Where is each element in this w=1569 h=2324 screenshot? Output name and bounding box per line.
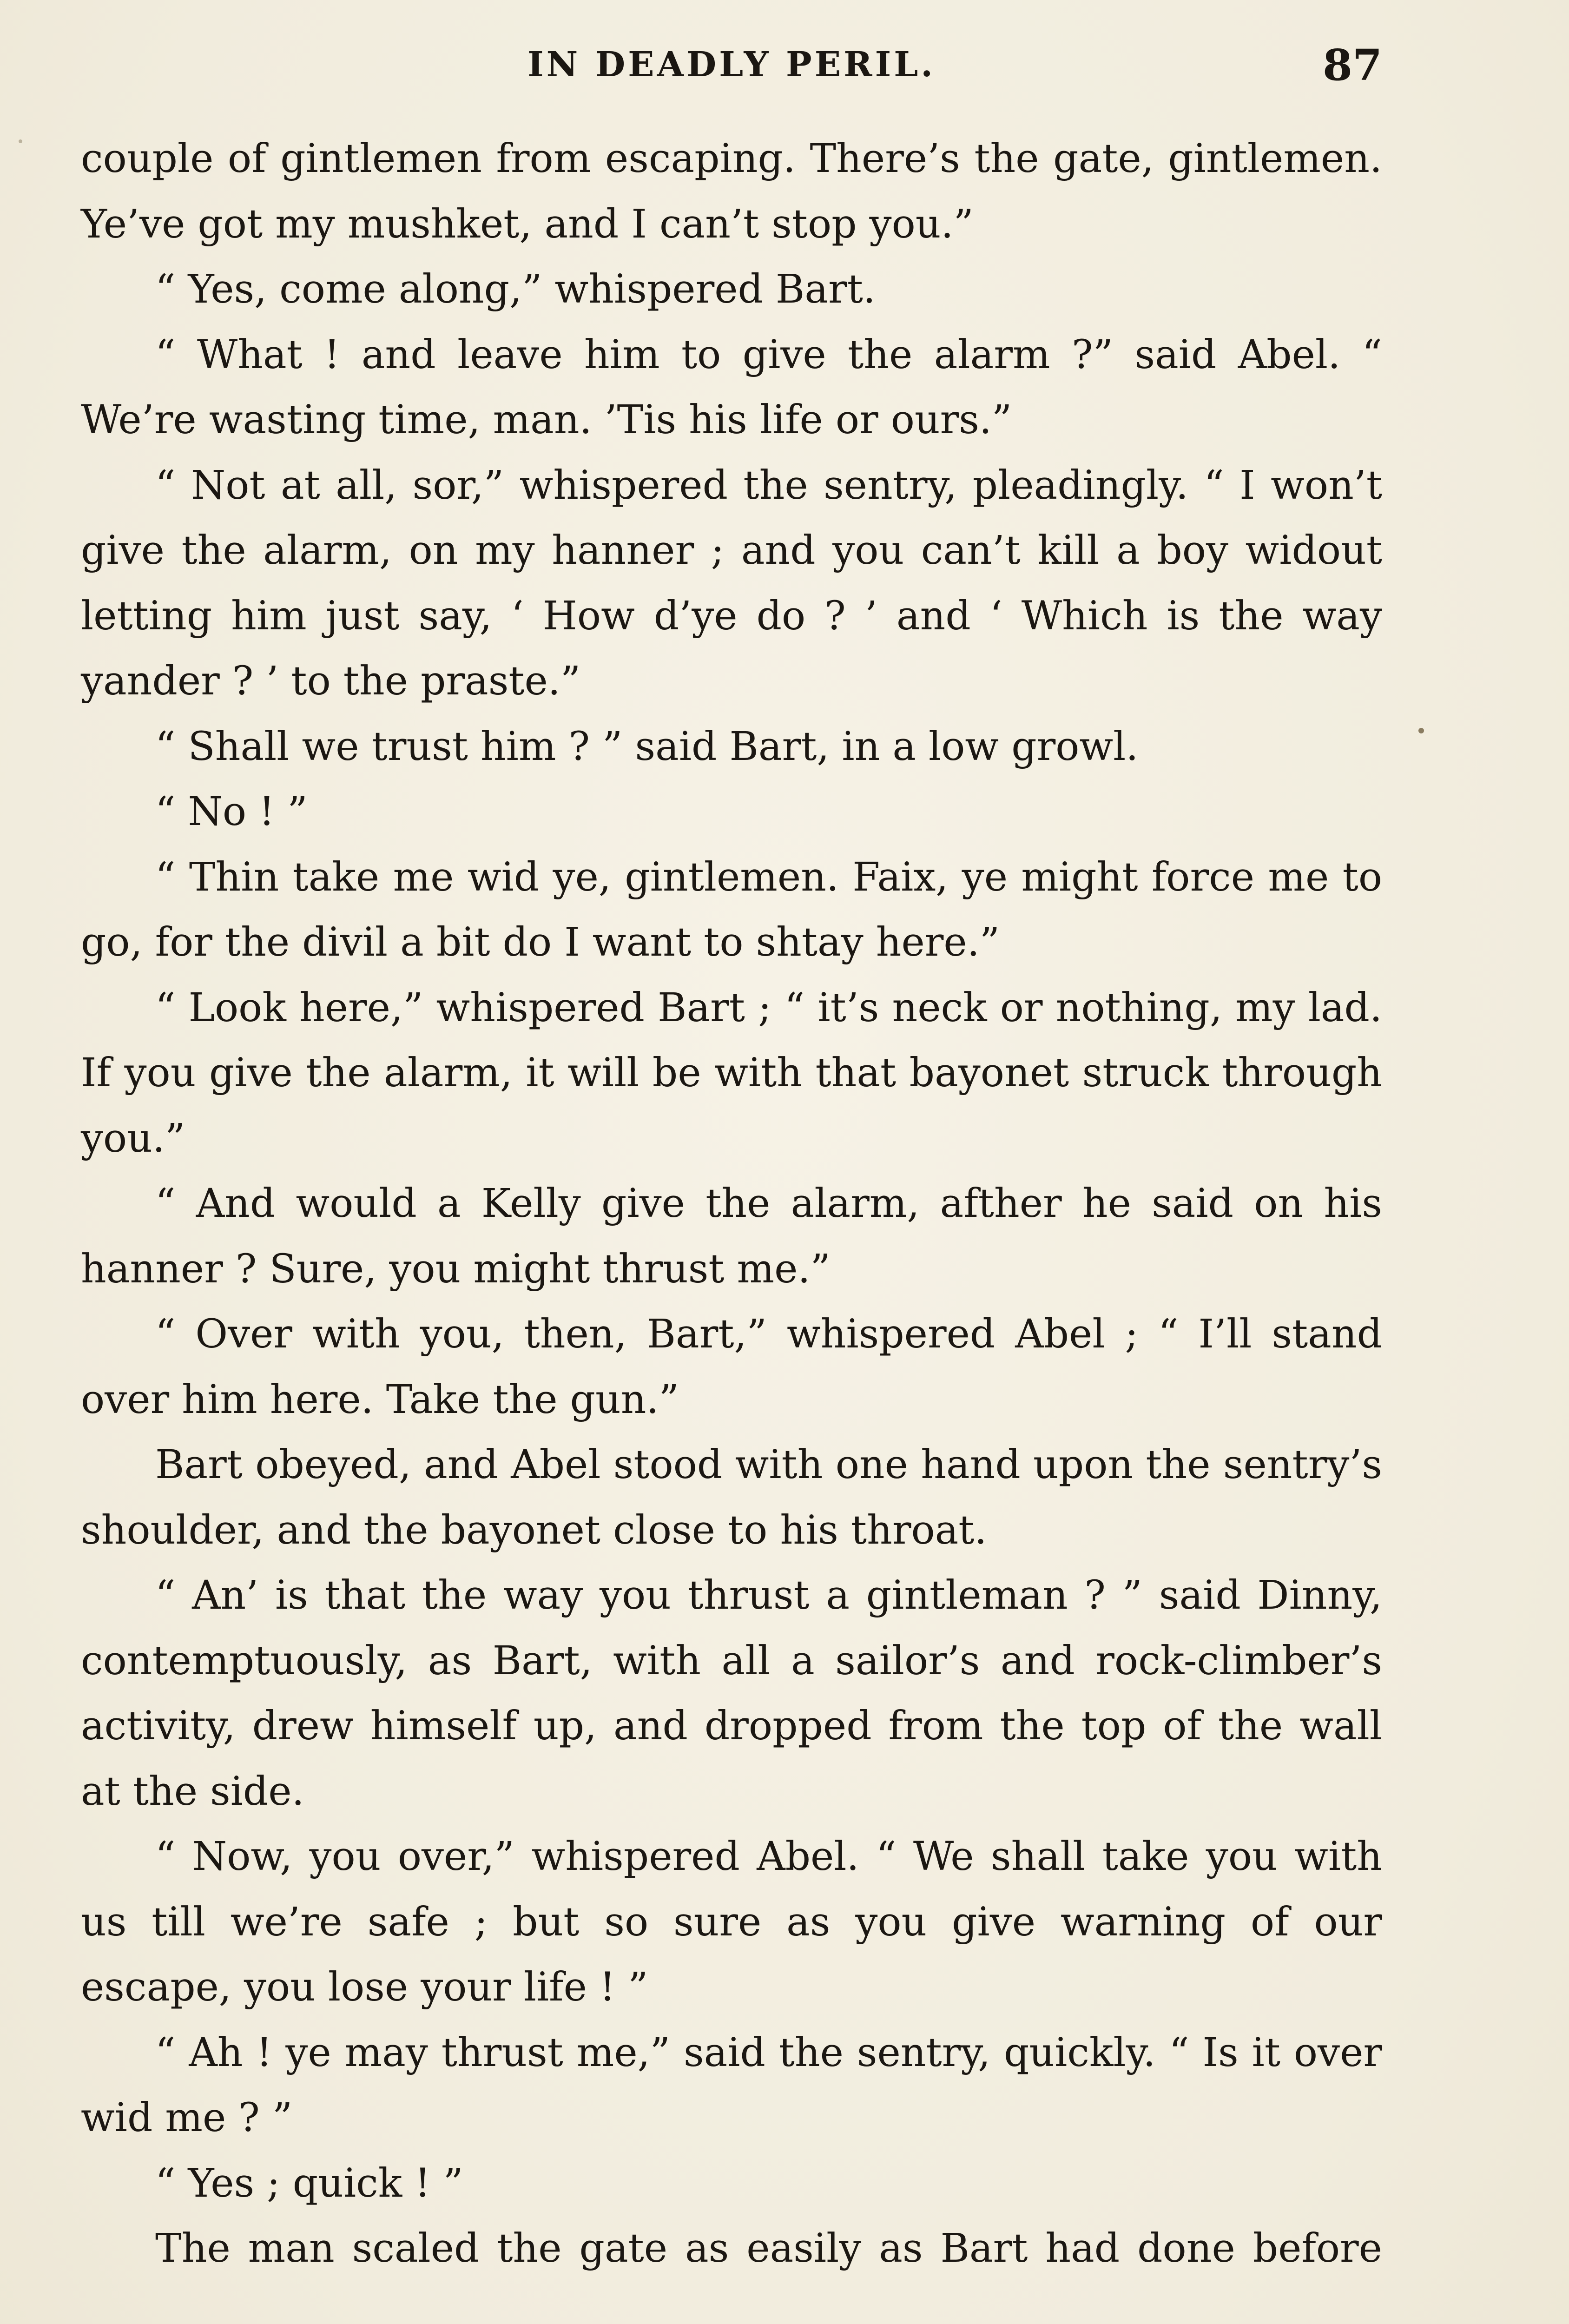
paragraph-continued: couple of gintlemen from escaping. There’s the gate, gintlemen. Ye’ve got my mushket, and I can’t stop you.” [81, 136, 1382, 247]
paragraph: “ What ! and leave him to give the alarm ?” said Abel. “ We’re wasting time, man. ’Tis his life or ours.” [81, 331, 1382, 443]
running-head: IN DEADLY PERIL. [527, 45, 936, 85]
paragraph: “ Shall we trust him ? ” said Bart, in a low growl. [155, 723, 1139, 770]
paragraph: “ Look here,” whispered Bart ; “ it’s neck or nothing, my lad. If you give the alarm, it will be with that bayonet struck through you.” [81, 984, 1382, 1162]
page-header [81, 40, 1382, 91]
paragraph: Bart obeyed, and Abel stood with one hand upon the sentry’s shoulder, and the bayonet close to his throat. [81, 1442, 1382, 1553]
paragraph: “ No ! ” [155, 789, 308, 835]
page-number: 87 [1322, 40, 1382, 90]
paper-speck [19, 139, 22, 143]
paragraph-continues: The man scaled the gate as easily as Bart had done before [155, 2225, 1382, 2271]
paragraph: “ And would a Kelly give the alarm, afther he said on his hanner ? Sure, you might thrust me.” [81, 1181, 1382, 1292]
paragraph: “ Yes, come along,” whispered Bart. [155, 266, 876, 312]
paragraph: “ Thin take me wid ye, gintlemen. Faix, ye might force me to go, for the divil a bit do I want to shtay here.” [81, 854, 1382, 965]
paragraph: “ Now, you over,” whispered Abel. “ We shall take you with us till we’re safe ; but so sure as you give warning of our escape, you lose your life ! ” [81, 1834, 1382, 2010]
paragraph: “ Over with you, then, Bart,” whispered Abel ; “ I’ll stand over him here. Take the gun.” [81, 1311, 1382, 1423]
paragraph: “ Ah ! ye may thrust me,” said the sentry, quickly. “ Is it over wid me ? ” [81, 2029, 1382, 2141]
paper-speck [1418, 728, 1424, 733]
paragraph: “ Not at all, sor,” whispered the sentry, pleadingly. “ I won’t give the alarm, on my hanner ; and you can’t kill a boy widout letting him just say, ‘ How d’ye do ? ’ and ‘ Which is the way yander ? ’ to the praste.” [81, 462, 1382, 704]
paragraph: “ An’ is that the way you thrust a gintleman ? ” said Dinny, contemptuously, as Bart, with all a sailor’s and rock-climber’s activity, drew himself up, and dropped from the top of the wall at the side. [81, 1572, 1382, 1815]
body-text [81, 126, 1382, 2282]
paragraph: “ Yes ; quick ! ” [155, 2160, 463, 2206]
